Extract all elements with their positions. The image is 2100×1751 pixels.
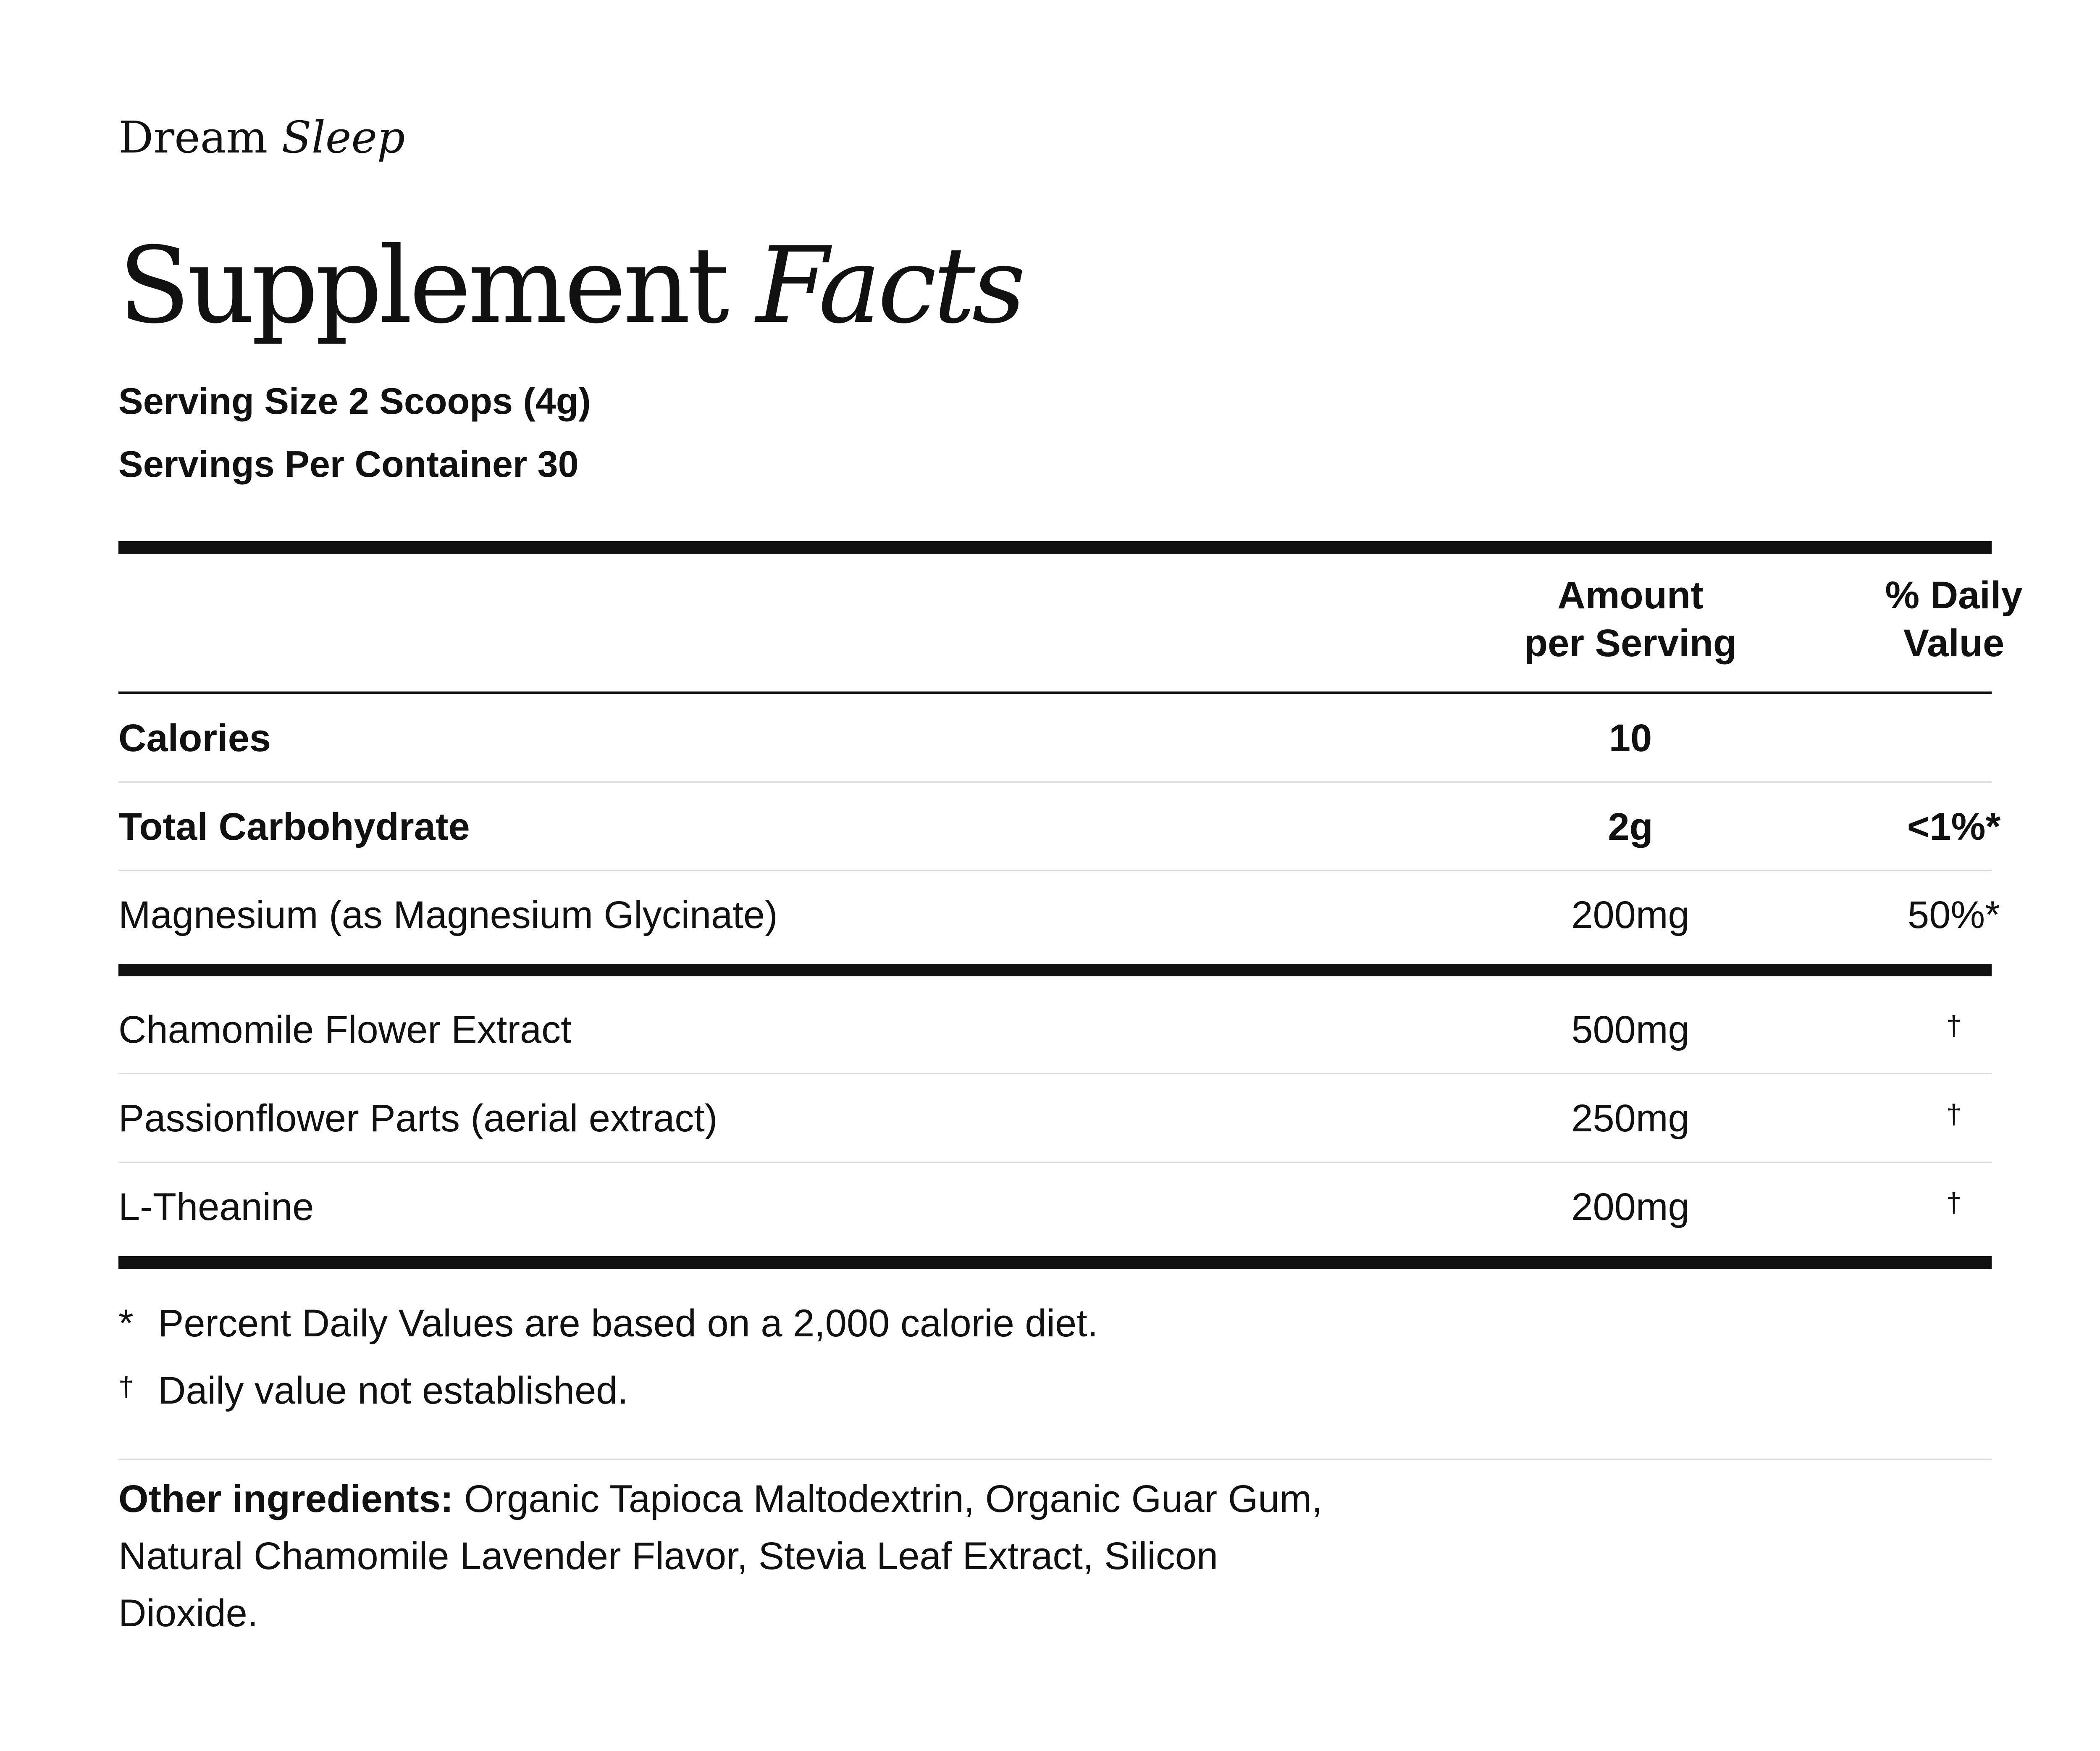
daily-value-column-header (1735, 571, 2100, 667)
servings-per-container: Servings Per Container 30 (118, 443, 579, 485)
footnote-not-established (118, 1361, 628, 1416)
bottom-thick-divider (118, 1256, 1992, 1269)
table-row (118, 1074, 1992, 1162)
top-thick-divider (118, 541, 1992, 554)
serving-size: Serving Size 2 Scoops (4g) (118, 380, 591, 422)
nutrient-name: Total Carbohydrate (118, 805, 470, 848)
supplement-facts-panel (118, 0, 2023, 1751)
table-row (118, 694, 1992, 782)
product-name-regular: Dream (118, 112, 268, 163)
table-row (118, 986, 1992, 1074)
amount-header-line2: per Serving (1524, 622, 1737, 665)
nutrient-name: Magnesium (as Magnesium Glycinate) (118, 894, 778, 936)
panel-title-italic: Facts (756, 224, 1023, 347)
nutrient-amount: 500mg (1571, 1008, 1690, 1051)
product-name (118, 110, 405, 165)
nutrient-amount: 10 (1609, 717, 1652, 760)
nutrient-amount: 200mg (1571, 1186, 1690, 1228)
middle-thick-divider (118, 964, 1992, 976)
nutrient-daily-value: † (1946, 1010, 1962, 1041)
ingredients-divider (118, 1459, 1992, 1460)
nutrient-name: Chamomile Flower Extract (118, 1008, 572, 1051)
nutrient-daily-value: † (1946, 1099, 1962, 1130)
asterisk-mark: * (118, 1302, 134, 1345)
amount-header-line1: Amount (1557, 574, 1704, 617)
other-ingredients-label: Other ingredients: (118, 1478, 454, 1520)
table-row (118, 1163, 1992, 1251)
panel-title-regular: Supplement (118, 224, 726, 347)
nutrient-amount: 2g (1608, 805, 1653, 848)
table-row (118, 783, 2001, 871)
nutrient-daily-value (1782, 694, 2100, 782)
footnote-text: Daily value not established. (158, 1369, 628, 1412)
product-name-italic: Sleep (281, 112, 405, 163)
nutrient-amount: 250mg (1571, 1097, 1690, 1140)
panel-title (118, 223, 1023, 349)
dagger-mark: † (118, 1371, 134, 1402)
dv-header-line2: Value (1903, 622, 2005, 665)
nutrient-name: L-Theanine (118, 1186, 314, 1228)
footnote-text: Percent Daily Values are based on a 2,000 calorie diet. (158, 1302, 1098, 1345)
footnote-percent-daily (118, 1298, 1098, 1349)
nutrient-daily-value: 50%* (1908, 894, 2000, 936)
nutrient-name: Calories (118, 717, 271, 760)
table-row (118, 871, 2000, 959)
nutrient-daily-value: † (1946, 1187, 1962, 1218)
nutrient-amount: 200mg (1571, 894, 1690, 936)
other-ingredients-text: Organic Tapioca Maltodextrin, Organic Guar Gum, Natural Chamomile Lavender Flavor, Stevia Leaf Extract, Silicon Dioxide. (118, 1478, 1323, 1635)
dv-header-line1: % Daily (1885, 574, 2023, 617)
nutrient-name: Passionflower Parts (aerial extract) (118, 1097, 718, 1140)
other-ingredients (118, 1470, 1357, 1642)
nutrient-daily-value: <1%* (1907, 805, 2001, 848)
